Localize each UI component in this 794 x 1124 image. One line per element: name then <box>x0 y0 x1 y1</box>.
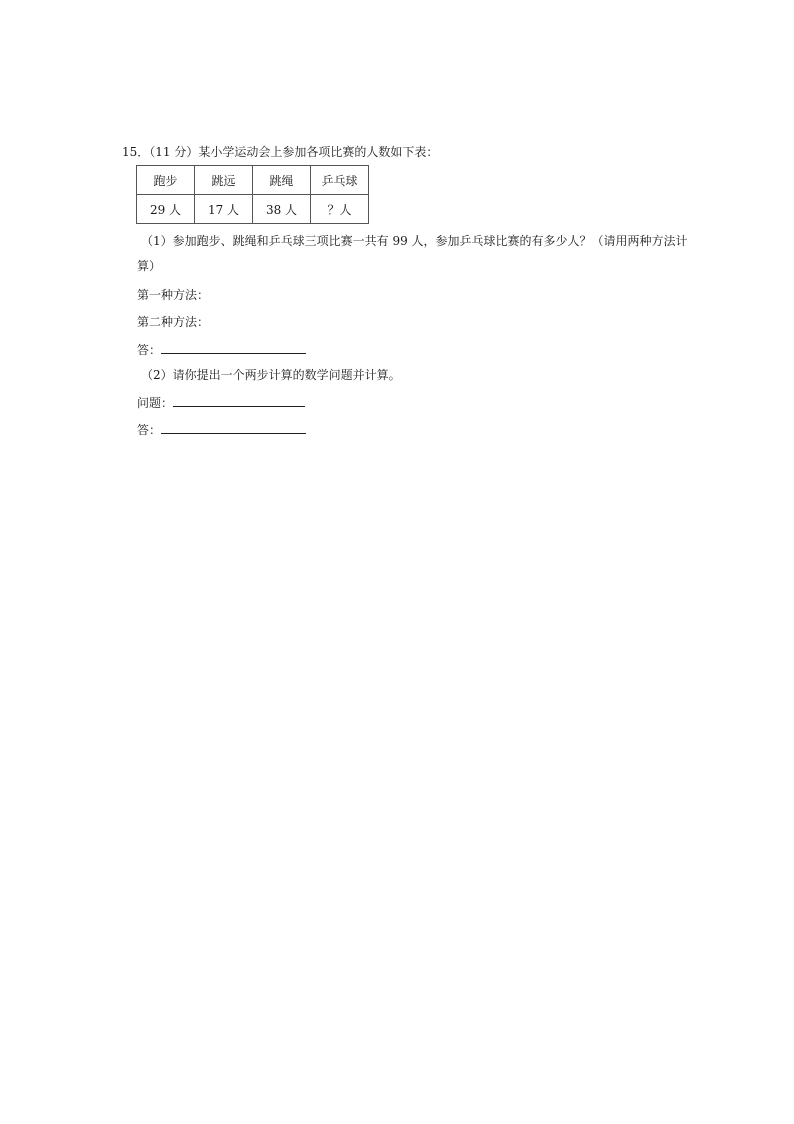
table-header-cell: 乒乓球 <box>311 166 369 195</box>
table-cell: 17 人 <box>195 195 253 224</box>
method2-label: 第二种方法： <box>137 315 210 329</box>
table-header-cell: 跑步 <box>137 166 195 195</box>
part1-prompt-continued: 算） <box>137 259 162 273</box>
question2-row <box>137 394 305 411</box>
question2-label: 问题： <box>137 396 174 410</box>
method1-label: 第一种方法： <box>137 288 210 302</box>
answer2-label: 答： <box>137 423 162 437</box>
answer1-blank[interactable] <box>161 341 306 354</box>
table-header-cell: 跳绳 <box>253 166 311 195</box>
answer2-row <box>137 421 306 438</box>
table-header-cell: 跳远 <box>195 166 253 195</box>
table-cell: 29 人 <box>137 195 195 224</box>
table-header-row <box>137 166 369 195</box>
sports-table <box>136 165 369 224</box>
answer1-row <box>137 341 306 358</box>
table-cell: 38 人 <box>253 195 311 224</box>
answer1-label: 答： <box>137 343 162 357</box>
answer2-blank[interactable] <box>161 421 306 434</box>
part1-prompt: （1）参加跑步、跳绳和乒乓球三项比赛一共有 99 人，参加乒乓球比赛的有多少人？（请用两种方法计 <box>141 234 688 248</box>
table-cell: ？人 <box>311 195 369 224</box>
question-title: 15．（11 分）某小学运动会上参加各项比赛的人数如下表： <box>122 145 439 159</box>
part2-prompt: （2）请你提出一个两步计算的数学问题并计算。 <box>141 368 401 382</box>
question2-blank[interactable] <box>173 394 305 407</box>
table-row <box>137 195 369 224</box>
